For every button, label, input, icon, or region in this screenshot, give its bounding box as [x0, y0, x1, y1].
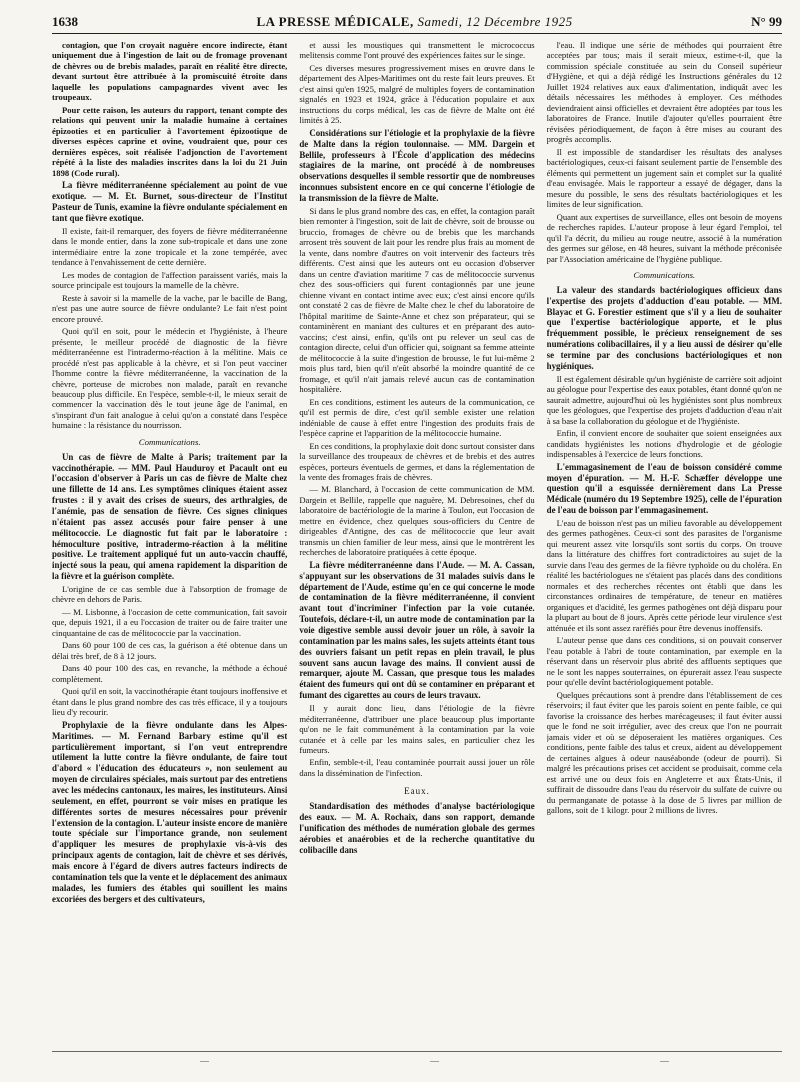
paragraph: Quelques précautions sont à prendre dans l'établissement de ces réservoirs; il faut éviter que les parois soient en pente faible, ce qui favorise la croissance des herbes marécageuses; il faut éviter aussi que le fond ne soit irrégulier, avec des creux que l'on ne pourrait jamais vider et où se déposeraient les matières organiques. Ces conditions, pente faible des talus et creux, aident au développement de certaines algues à odeur nauséabonde (odeur de pourri). Si malgré les précautions prises cet accident se produisait, comme cela est arrivé une ou deux fois en Angleterre et aux États-Unis, il suffirait de dissoudre dans l'eau du réservoir du sulfate de cuivre ou du permanganate de potasse à la dose de 5 livres par million de gallons, soit de 1 kilogr. pour 2 millions de livres. [546, 689, 782, 816]
paragraph: L'origine de ce cas semble due à l'absorption de fromage de chèvre en dehors de Paris. [52, 583, 288, 605]
paragraph: Dans 60 pour 100 de ces cas, la guérison a été obtenue dans un délai très bref, de 8 à 12 jours. [52, 640, 288, 661]
column-1 [52, 40, 287, 1050]
paragraph: Les modes de contagion de l'affection paraissent variés, mais la source principale est toujours la mamelle de la chèvre. [52, 269, 288, 291]
paragraph: Quoi qu'il en soit, la vaccinothérapie étant toujours inoffensive et étant dans le plus grand nombre des cas très efficace, il y a toujours lieu d'y recourir. [52, 686, 288, 718]
section-heading: L'emmagasinement de l'eau de boisson considéré comme moyen d'épuration. — M. H.-F. Schæffer développe une question qu'il a esquissée dernièrement dans La Presse Médicale (numéro du 19 Septembre 1925), celle de l'épuration de l'eau de boisson par l'emmagasinement. [546, 461, 782, 516]
issue-number: N° 99 [751, 14, 782, 29]
rubric-title: Communications. [138, 436, 201, 447]
paragraph: — M. Lisbonne, à l'occasion de cette communication, fait savoir que, depuis 1921, il a eu l'occasion de traiter ou de faire traiter une cinquantaine de cas de mélitococcie par la vaccination. [52, 606, 288, 638]
column-3 [547, 40, 782, 1050]
paragraph: et aussi les moustiques qui transmettent le micrococcus melitensis comme l'ont prouvé des expériences faites sur le singe. [299, 40, 535, 61]
paragraph: En ces conditions, estiment les auteurs de la communication, ce qu'il est permis de dire, c'est qu'il semble exister une relation indéniable de cause à effet entre l'ingestion des produits frais de l'espèce caprine et l'apparition de la mélitococcie humaine. [299, 396, 535, 439]
paragraph: Si dans le plus grand nombre des cas, en effet, la contagion paraît bien remonter à l'ingestion, soit de lait de chèvre, soit de brousse ou bruccio, fromages de chèvre ou de brebis que les marchands arrosent très souvent de lait pour les rendre plus frais au moment de la vente, dans nombre d'autres on voit intervenir des facteurs très différents. C'est ainsi que les auteurs ont eu occasion d'observer dans un centre d'aviation maritime 7 cas de mélitococcie survenus chez des sous-officiers qui furent contagionnés par une jeune chienne vivant en contact intime avec eux; c'est ainsi encore qu'ils ont constaté 2 cas de fièvre de Malte chez le chef du laboratoire de l'hôpital maritime de Sainte-Anne et chez son préparateur, qui se contaminèrent en maniant des cultures et en préparant des auto-vaccins; c'est ainsi, enfin, qu'ils ont pu relever un seul cas de contagion directe, celui d'un officier qui, soignant sa femme atteinte de mélitococcie à la suite d'ingestion de brousse, le fut lui-même 2 mois plus tard, bien qu'il n'eût absorbé la moindre quantité de ce fromage, et qu'il n'ait jamais relevé aucun cas de contamination hospitalière. [299, 205, 535, 395]
paragraph: Quoi qu'il en soit, pour le médecin et l'hygiéniste, à l'heure présente, le meilleur procédé de diagnostic de la fièvre méditerranéenne est l'intradermo-réaction à la mélitine. Mais ce procédé n'est pas applicable à la chèvre, et si l'on peut vacciner l'homme contre la fièvre méditerranéenne, la vaccination de la chèvre, porteuse de microbes non malade, paraît en revanche beaucoup plus difficile. En l'espèce, semble-t-il, le mieux serait de commencer la vaccination dès le tout jeune âge de l'animal, en s'inspirant d'un fait analogue à celui qu'on a constaté dans l'espèce humaine : la résistance du nourrisson. [52, 326, 288, 431]
paragraph: — M. Blanchard, à l'occasion de cette communication de MM. Dargein et Bellile, rappelle que naguère, M. Debresoines, chef du laboratoire de bactériologie de la marine à Toulon, eut l'occasion de mettre en évidence, chez quelques sous-officiers du Centre de dirigeables d'Antigne, des cas de mélitococcie que leur avait transmis un chien familier de leur mess, ainsi que le montrèrent les recherches de laboratoire pratiquées à cette époque. [299, 484, 535, 558]
paragraph: L'auteur pense que dans ces conditions, si on pouvait conserver l'eau potable à l'abri de toute contamination, par exemple en la réservant dans un réservoir plus abrité des affluents septiques que ne le sont les nappes souterraines, on épurerait assez l'eau suspecte pour qu'elle devînt bactériologiquement potable. [546, 635, 782, 688]
journal-title: LA PRESSE MÉDICALE [256, 14, 410, 29]
paragraph: Dans 40 pour 100 des cas, en revanche, la méthode a échoué complètement. [52, 663, 288, 684]
paragraph: Il est également désirable qu'un hygiéniste de carrière soit adjoint au géologue pour l'expertise des eaux potables, étant donné qu'on ne saurait admettre, aujourd'hui où les hygiénistes sont plus nombreux que les géologues, que l'expertise des projets d'adduction d'eau n'ait à sa base la collaboration du géologue et de l'hygiéniste. [546, 373, 782, 426]
page-header [52, 14, 782, 34]
footer-mark: — [430, 1056, 439, 1066]
text-columns [52, 40, 782, 1050]
masthead: LA PRESSE MÉDICALE, Samedi, 12 Décembre 1925 [256, 14, 573, 29]
paragraph: Il existe, fait-il remarquer, des foyers de fièvre méditerranéenne dans le monde entier, dans la zone sub-tropicale et dans une zone intermédiaire entre la zone tropicale et la zone tempérée, avec tendance à l'envahissement de cette dernière. [52, 225, 288, 268]
paragraph: Enfin, il convient encore de souhaiter que soient enseignées aux candidats hygiénistes les notions d'hydrologie et de géologie indispensables à l'exercice de leurs fonctions. [546, 428, 782, 460]
paragraph: Pour cette raison, les auteurs du rapport, tenant compte des relations qui peuvent unir la maladie humaine à certaines épizooties et en particulier à l'avortement épizootique de diverses espèces caprine et ovine, voudraient que, pour ces dernières espèces, soit réalisée l'adjonction de l'avortement répété à la liste des maladies inscrites dans la loi du 21 Juin 1898 (Code rural). [52, 104, 288, 178]
rubric-title: Eaux. [404, 786, 430, 797]
section-heading: Prophylaxie de la fièvre ondulante dans les Alpes-Maritimes. — M. Fernand Barbary estime qu'il est particulièrement important, si l'on veut entreprendre utilement la lutte contre la fièvre ondulante, de faire tout d'abord « l'éducation des éducateurs », non seulement au moyen de circulaires spéciales, mais surtout par des entretiens avec les médecins cantonaux, les maires, les instituteurs. Ainsi seulement, en effet, pourront se voir mises en pratique les différentes sortes de mesures nécessaires pour prévenir l'extension de la contagion. L'auteur insiste encore de manière toute spéciale sur l'importance grande, non seulement d'appliquer les mesures de prophylaxie vis-à-vis des principaux agents de contagion, lait de chèvre et ses dérivés, mais encore à l'égard de divers autres facteurs indirects de contamination tels que la vente et le déplacement des animaux malades, les fumiers des étables qui souillent les mains excoriées des bergers et des cultivateurs, [52, 719, 288, 904]
footer-mark: — [660, 1056, 669, 1066]
section-heading: Un cas de fièvre de Malte à Paris; traitement par la vaccinothérapie. — MM. Paul Hauduroy et Pacault ont eu l'occasion d'observer à Paris un cas de fièvre de Malte chez une fillette de 14 ans. Les symptômes cliniques étaient assez frustes : il y avait des crises de sueurs, des arthralgies, de l'anémie, pas de sensation de fièvre. Ces signes cliniques n'étaient pas assez accusés pour faire penser à une mélitococcie. Le diagnostic fut fait par le laboratoire : hémoculture positive, intradermo-réaction à la mélitine positive. Le traitement appliqué fut un auto-vaccin chauffé, injecté sous la peau, qui amena rapidement la disparition de la fièvre et la guérison complète. [52, 451, 288, 582]
rubric-title: Communications. [633, 270, 696, 281]
footer-rule [52, 1051, 782, 1052]
section-heading: Standardisation des méthodes d'analyse bactériologique des eaux. — M. A. Rochaix, dans son rapport, demande l'unification des méthodes de numération globale des germes aérobies et anaérobies et de la recherche quantitative du colibacille dans [299, 801, 535, 855]
paragraph: Il est impossible de standardiser les résultats des analyses bactériologiques, ceux-ci faisant seulement partie de l'ensemble des éléments qui permettent un jugement sain et complet sur la qualité d'eau envisagée. Mais le rapporteur a essayé de dégager, dans la mesure du possible, le sens des résultats bactériologiques et les limites de leur signification. [546, 146, 782, 210]
section-heading: La fièvre méditerranéenne spécialement au point de vue exotique. — M. Et. Burnet, sous-directeur de l'Institut Pasteur de Tunis, examine la fièvre ondulante spécialement en tant que fièvre exotique. [52, 180, 288, 223]
section-heading: La fièvre méditerranéenne dans l'Aude. — M. A. Cassan, s'appuyant sur les observations de 31 malades suivis dans le département de l'Aude, estime qu'en ce qui concerne le mode de contamination de la fièvre méditerranéenne, il convient avant tout d'incriminer l'infection par la voie cutanée. Toutefois, déclare-t-il, un autre mode de contamination par la voie digestive semble aussi devoir jouer un rôle, à savoir la contamination par les mains sales, les sujets atteints étant tous des ouvriers faisant un petit repas en plein travail, le plus souvent sans aucun lavage des mains. Il convient aussi de remarquer, ajoute M. Cassan, que presque tous les malades étaient des fumeurs qui ont dû se contaminer en préparant et fumant des cigarettes au cours de leurs travaux. [299, 559, 535, 701]
paragraph: Ces diverses mesures progressivement mises en œuvre dans le département des Alpes-Maritimes ont du reste fait leurs preuves. Et c'est ainsi qu'en 1925, malgré de multiples foyers de contamination signalés en 1923 et 1924, grâce à l'éducation populaire et aux instructions du corps médical, les cas de fièvre de Malte ont été limités à 25. [299, 62, 535, 126]
issue-date: Samedi, 12 Décembre 1925 [417, 14, 573, 29]
paragraph: Enfin, semble-t-il, l'eau contaminée pourrait aussi jouer un rôle dans la dissémination de l'infection. [299, 757, 535, 778]
paragraph: l'eau. Il indique une série de méthodes qui pourraient être acceptées par tous; mais il serait mieux, estime-t-il, que la commission spéciale constituée au sein du Conseil supérieur d'Hygiène, et qui a déjà rédigé les Instructions générales du 12 Juillet 1924 relatives aux eaux d'alimentation, indiquât avec les détails nécessaires les méthodes à employer. Ces méthodes deviendraient ainsi officielles et devraient être adoptées par tous les laboratoires de France. Inutile d'ajouter qu'elles pourraient être révisées périodiquement, de façon à être mises au courant des progrès accomplis. [546, 40, 782, 145]
footer-mark: — [200, 1056, 209, 1066]
paragraph: L'eau de boisson n'est pas un milieu favorable au développement des germes pathogènes. Ceux-ci sont des parasites de l'organisme qui meurent assez vite lorsqu'ils sont sortis du corps. On trouve dans la littérature des chiffres fort contradictoires au sujet de la survie dans l'eau des germes de la fièvre typhoïde ou du choléra. En réalité les bactériologues ne s'étaient pas placés dans des conditions normales et des recherches récentes ont établi que dans les circonstances ordinaires de température, de teneur en matières organiques et d'acidité, les germes pathogènes ont déjà disparu pour la plupart au bout de 8 jours. Après cette période leur virulence s'est atténuée et ils sont assez raréfiés pour être devenus inoffensifs. [546, 517, 782, 633]
section-heading: La valeur des standards bactériologiques officieux dans l'expertise des projets d'adduction d'eau potable. — MM. Blayac et G. Forestier estiment que s'il y a lieu de souhaiter que l'expertise bactériologique apporte, et le plus fréquemment possible, le précieux renseignement de ses numérations colibacillaires, il y a lieu aussi de désirer qu'elle se termine par des conclusions bactériologiques et non hygiéniques. [546, 284, 782, 371]
page-number: 1638 [52, 14, 78, 29]
column-2 [299, 40, 534, 1050]
paragraph: Il y aurait donc lieu, dans l'étiologie de la fièvre méditerranéenne, d'attribuer une place beaucoup plus importante qu'on ne le fait communément à la contamination par la voie cutanée et à celle par les mains sales, en particulier chez les fumeurs. [299, 703, 535, 755]
paragraph: Quant aux expertises de surveillance, elles ont besoin de moyens de recherches rapides. L'auteur propose à leur égard l'emploi, tel qu'il l'a décrit, du milieu au rouge neutre, associé à la numération des germes sur gélose, en 48 heures, suivant la méthode préconisée par l'Association américaine de l'hygiène publique. [546, 211, 782, 264]
paragraph: En ces conditions, la prophylaxie doit donc surtout consister dans la surveillance des troupeaux de chèvres et de brebis et des autres espèces, porteurs éventuels de germes, et dans la réglementation de la vente des fromages frais de chèvres. [299, 440, 535, 482]
section-heading: Considérations sur l'étiologie et la prophylaxie de la fièvre de Malte dans la région toulonnaise. — MM. Dargein et Bellile, professeurs à l'École d'application des médecins stagiaires de la marine, ont procédé à de nombreuses observations desquelles il semble ressortir que de nombreuses inconnues subsistent encore en ce qui concerne l'étiologie de la transmission de la fièvre de Malte. [299, 127, 535, 204]
paragraph: contagion, que l'on croyait naguère encore indirecte, étant uniquement due à l'ingestion de lait ou de fromage provenant de chèvres ou de brebis malades, paraît en réalité être directe, devant surtout être attribuée à la promiscuité étroite dans laquelle les populations campagnardes vivent avec les troupeaux. [52, 40, 288, 103]
paragraph: Reste à savoir si la mamelle de la vache, par le bacille de Bang, n'est pas une autre source de fièvre ondulante? Le fait n'est point encore prouvé. [52, 292, 288, 324]
